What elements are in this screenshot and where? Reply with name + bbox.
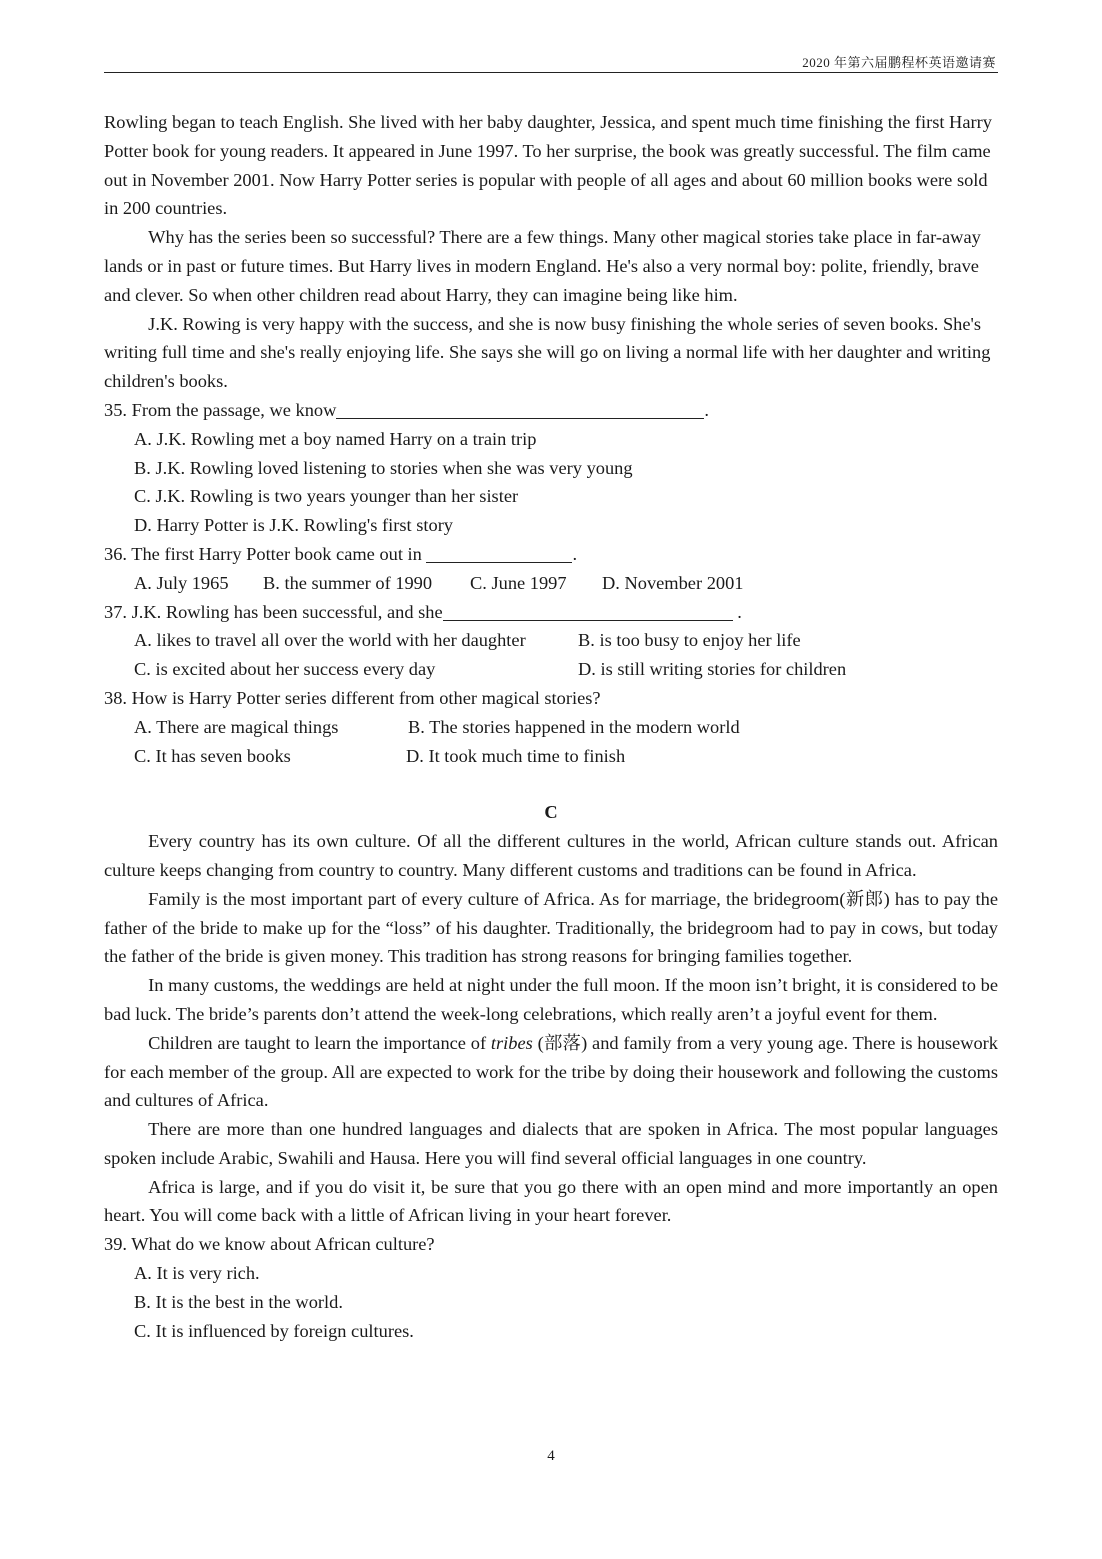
question-36-option-d: D. November 2001: [602, 572, 744, 593]
question-37-end: .: [737, 601, 742, 622]
question-37-option-c: C. is excited about her success every day: [134, 659, 436, 680]
question-38: 38. How is Harry Potter series different from other magical stories?: [104, 687, 601, 708]
question-37-option-a: A. likes to travel all over the world with her daughter: [134, 630, 526, 651]
question-38-options-row-1: [104, 713, 998, 742]
passage-c-paragraph-5: There are more than one hundred languages and dialects that are spoken in Africa. The most popular languages spoken include Arabic, Swahili and Hausa. Here you will find several official languages in one country.: [104, 1119, 998, 1168]
passage-b-paragraph-1: Rowling began to teach English. She lived with her baby daughter, Jessica, and spent much time finishing the first Harry Potter book for young readers. It appeared in June 1997. To her surprise, the book was greatly successful. The film came out in November 2001. Now Harry Potter series is popular with people of all ages and about 60 million books were sold in 200 countries.: [104, 112, 992, 219]
header-title: 2020 年第六届鹏程杯英语邀请赛: [802, 55, 996, 70]
paragraph-4-text-after: (部落) and family from a very young age. There is housework for each member of the group. All are expected to work for the tribe by doing their housework and following the customs and cultures of Africa.: [104, 1032, 999, 1111]
question-35-option-d: D. Harry Potter is J.K. Rowling's first story: [134, 515, 454, 536]
section-heading-c: C: [544, 802, 558, 823]
question-39-option-c: C. It is influenced by foreign cultures.: [134, 1320, 414, 1341]
question-36: [104, 540, 998, 569]
question-36-option-a: A. July 1965: [134, 572, 229, 593]
passage-b-paragraph-3: J.K. Rowing is very happy with the success, and she is now busy finishing the whole series of seven books. She's writing full time and she's really enjoying life. She says she will go on living a normal life with her daughter and writing children's books.: [104, 313, 991, 392]
question-36-option-b: B. the summer of 1990: [263, 572, 433, 593]
question-38-option-a: A. There are magical things: [134, 716, 339, 737]
passage-c-paragraph-6: Africa is large, and if you do visit it, be sure that you go there with an open mind and more importantly an open heart. You will come back with a little of African living in your heart forever.: [104, 1176, 998, 1226]
question-35-stem: 35. From the passage, we know: [104, 399, 337, 420]
question-35-option-a: A. J.K. Rowling met a boy named Harry on a train trip: [134, 428, 537, 449]
question-37-option-d: D. is still writing stories for children: [578, 659, 847, 680]
question-36-options: [104, 569, 998, 598]
question-39-option-a: A. It is very rich.: [134, 1263, 260, 1284]
question-35: [104, 396, 998, 425]
passage-c-paragraph-2: Family is the most important part of every culture of Africa. As for marriage, the bridegroom(新郎) has to pay the father of the bride to make up for the “loss” of his daughter. Traditionally, the bridegroom had to pay in cows, but today the father of the bride is given money. This tradition has strong reasons for bringing families together.: [104, 888, 998, 967]
question-37-options-row-2: [104, 655, 998, 684]
answer-blank: [336, 400, 704, 419]
question-38-options-row-2: [104, 742, 998, 771]
question-38-option-c: C. It has seven books: [134, 745, 291, 766]
question-37-options-row-1: [104, 626, 998, 655]
question-38-option-b: B. The stories happened in the modern world: [408, 716, 740, 737]
question-38-option-d: D. It took much time to finish: [406, 745, 626, 766]
page-body: [104, 108, 998, 1345]
question-35-option-c: C. J.K. Rowling is two years younger than her sister: [134, 486, 519, 507]
passage-c-paragraph-1: Every country has its own culture. Of all the different cultures in the world, African culture stands out. African culture keeps changing from country to country. Many different customs and traditions can be found in Africa.: [104, 831, 998, 880]
passage-c-paragraph-4: [104, 1029, 998, 1115]
answer-blank: [426, 544, 572, 563]
question-37: [104, 598, 998, 627]
question-37-option-b: B. is too busy to enjoy her life: [578, 630, 801, 651]
question-35-option-b: B. J.K. Rowling loved listening to stories when she was very young: [134, 457, 633, 478]
question-39-option-b: B. It is the best in the world.: [134, 1291, 343, 1312]
term-tribes: tribes: [490, 1032, 533, 1053]
header-divider: [104, 72, 998, 73]
answer-blank: [443, 602, 733, 621]
question-36-option-c: C. June 1997: [470, 572, 567, 593]
question-35-end: .: [704, 399, 710, 420]
question-36-stem: 36. The first Harry Potter book came out in: [104, 543, 422, 564]
paragraph-4-text-before: Children are taught to learn the importance of: [148, 1032, 487, 1053]
passage-b-paragraph-2: Why has the series been so successful? There are a few things. Many other magical stories take place in far-away lands or in past or future times. But Harry lives in modern England. He's also a very normal boy: polite, friendly, brave and clever. So when other children read about Harry, they can imagine being like him.: [104, 227, 981, 305]
question-39: 39. What do we know about African culture?: [104, 1234, 435, 1255]
question-37-stem: 37. J.K. Rowling has been successful, and she: [104, 601, 443, 622]
passage-c-paragraph-3: In many customs, the weddings are held at night under the full moon. If the moon isn’t bright, it is considered to be bad luck. The bride’s parents don’t attend the week-long celebrations, which really aren’t a joyful event for them.: [104, 975, 998, 1024]
page-number: 4: [547, 1448, 555, 1464]
question-36-end: .: [572, 543, 578, 564]
